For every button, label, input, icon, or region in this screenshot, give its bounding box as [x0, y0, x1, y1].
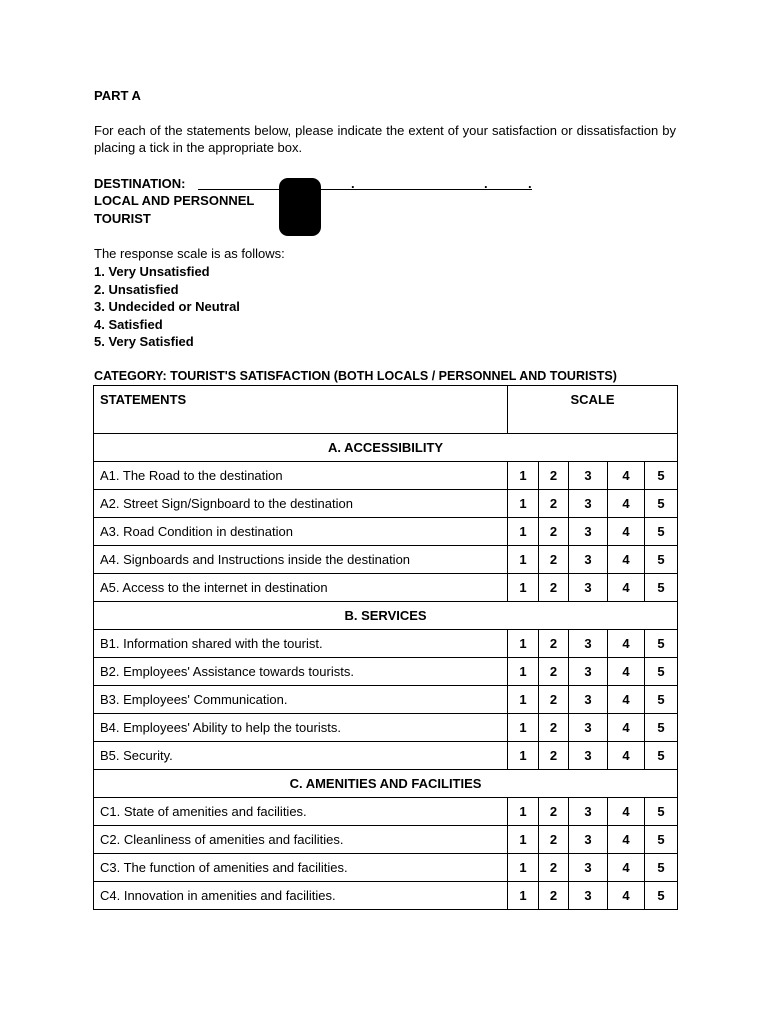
- scale-option-cell[interactable]: 2: [539, 882, 569, 910]
- scale-item: 5. Very Satisfied: [94, 334, 194, 349]
- scale-item: 2. Unsatisfied: [94, 281, 179, 297]
- destination-blank[interactable]: [198, 189, 532, 190]
- scale-option-cell[interactable]: 3: [569, 854, 608, 882]
- statement-cell: A1. The Road to the destination: [94, 462, 508, 490]
- table-row: [94, 742, 678, 770]
- scale-item: 1. Very Unsatisfied: [94, 264, 210, 279]
- scale-option-cell[interactable]: 2: [539, 574, 569, 602]
- scale-option-cell[interactable]: 3: [569, 490, 608, 518]
- scale-option-cell[interactable]: 5: [645, 462, 678, 490]
- scale-option-cell[interactable]: 5: [645, 686, 678, 714]
- intro-text: For each of the statements below, please indicate the extent of your satisfaction or dissatisfaction by placing a tick in the appropriate box.: [94, 123, 676, 155]
- redaction-box: [279, 178, 321, 236]
- scale-option-cell[interactable]: 3: [569, 686, 608, 714]
- part-title: PART A: [94, 88, 141, 103]
- scale-option-cell[interactable]: 3: [569, 462, 608, 490]
- scale-option-cell[interactable]: 3: [569, 630, 608, 658]
- scale-option-cell[interactable]: 4: [608, 714, 645, 742]
- scale-option-cell[interactable]: 5: [645, 518, 678, 546]
- scale-option-cell[interactable]: 2: [539, 714, 569, 742]
- scale-option-cell[interactable]: 2: [539, 798, 569, 826]
- scale-option-cell[interactable]: 5: [645, 574, 678, 602]
- scale-option-cell[interactable]: 1: [508, 490, 539, 518]
- table-row: [94, 490, 678, 518]
- statements-header: STATEMENTS: [94, 386, 508, 434]
- scale-option-cell[interactable]: 1: [508, 518, 539, 546]
- scale-option-cell[interactable]: 4: [608, 742, 645, 770]
- statement-cell: C1. State of amenities and facilities.: [94, 798, 508, 826]
- scale-option-cell[interactable]: 1: [508, 574, 539, 602]
- destination-dot: .: [528, 176, 532, 191]
- scale-option-cell[interactable]: 3: [569, 658, 608, 686]
- scale-option-cell[interactable]: 2: [539, 854, 569, 882]
- section-title: B. SERVICES: [94, 602, 678, 630]
- scale-option-cell[interactable]: 5: [645, 798, 678, 826]
- table-row: [94, 518, 678, 546]
- scale-option-cell[interactable]: 3: [569, 826, 608, 854]
- scale-option-cell[interactable]: 2: [539, 546, 569, 574]
- scale-option-cell[interactable]: 2: [539, 630, 569, 658]
- scale-option-cell[interactable]: 5: [645, 854, 678, 882]
- statement-cell: C2. Cleanliness of amenities and facilities.: [94, 826, 508, 854]
- table-row: [94, 630, 678, 658]
- category-line: [94, 369, 617, 383]
- table-row: [94, 574, 678, 602]
- destination-dot: .: [351, 176, 355, 191]
- scale-list: [94, 263, 240, 351]
- table-row: [94, 546, 678, 574]
- scale-option-cell[interactable]: 1: [508, 462, 539, 490]
- scale-option-cell[interactable]: 4: [608, 798, 645, 826]
- scale-intro: The response scale is as follows:: [94, 246, 285, 261]
- scale-option-cell[interactable]: 4: [608, 574, 645, 602]
- statement-cell: B5. Security.: [94, 742, 508, 770]
- scale-option-cell[interactable]: 1: [508, 854, 539, 882]
- section-title: C. AMENITIES AND FACILITIES: [94, 770, 678, 798]
- scale-option-cell[interactable]: 1: [508, 798, 539, 826]
- table-row: [94, 798, 678, 826]
- section-title: A. ACCESSIBILITY: [94, 434, 678, 462]
- statement-cell: B3. Employees' Communication.: [94, 686, 508, 714]
- destination-row: [94, 175, 564, 192]
- local-personnel-label: LOCAL AND PERSONNEL: [94, 193, 255, 208]
- scale-option-cell[interactable]: 2: [539, 490, 569, 518]
- statement-cell: A3. Road Condition in destination: [94, 518, 508, 546]
- section-row: [94, 770, 678, 798]
- table-header-row: [94, 386, 678, 434]
- scale-option-cell[interactable]: 5: [645, 546, 678, 574]
- scale-option-cell[interactable]: 4: [608, 462, 645, 490]
- scale-option-cell[interactable]: 5: [645, 630, 678, 658]
- scale-option-cell[interactable]: 2: [539, 462, 569, 490]
- scale-option-cell[interactable]: 1: [508, 714, 539, 742]
- tourist-label: TOURIST: [94, 211, 151, 226]
- scale-option-cell[interactable]: 3: [569, 742, 608, 770]
- statement-cell: B4. Employees' Ability to help the tourists.: [94, 714, 508, 742]
- scale-option-cell[interactable]: 4: [608, 882, 645, 910]
- statement-cell: C4. Innovation in amenities and facilities.: [94, 882, 508, 910]
- scale-option-cell[interactable]: 3: [569, 546, 608, 574]
- scale-option-cell[interactable]: 5: [645, 714, 678, 742]
- scale-option-cell[interactable]: 1: [508, 630, 539, 658]
- scale-option-cell[interactable]: 3: [569, 714, 608, 742]
- scale-item: 4. Satisfied: [94, 316, 163, 332]
- scale-option-cell[interactable]: 3: [569, 574, 608, 602]
- scale-option-cell[interactable]: 4: [608, 686, 645, 714]
- scale-option-cell[interactable]: 1: [508, 546, 539, 574]
- table-row: [94, 658, 678, 686]
- section-row: [94, 602, 678, 630]
- scale-option-cell[interactable]: 4: [608, 490, 645, 518]
- scale-option-cell[interactable]: 2: [539, 826, 569, 854]
- destination-label: DESTINATION:: [94, 176, 186, 191]
- scale-option-cell[interactable]: 4: [608, 518, 645, 546]
- category-label: CATEGORY:: [94, 369, 167, 383]
- statement-cell: B2. Employees' Assistance towards tourists.: [94, 658, 508, 686]
- table-row: [94, 714, 678, 742]
- category-value: TOURIST'S SATISFACTION (BOTH LOCALS / PERSONNEL AND TOURISTS): [170, 369, 617, 383]
- destination-dot: .: [484, 176, 488, 191]
- scale-option-cell[interactable]: 2: [539, 518, 569, 546]
- scale-option-cell[interactable]: 4: [608, 546, 645, 574]
- scale-option-cell[interactable]: 1: [508, 826, 539, 854]
- table-row: [94, 826, 678, 854]
- scale-option-cell[interactable]: 2: [539, 742, 569, 770]
- scale-option-cell[interactable]: 2: [539, 686, 569, 714]
- scale-option-cell[interactable]: 3: [569, 882, 608, 910]
- statement-cell: A2. Street Sign/Signboard to the destination: [94, 490, 508, 518]
- scale-option-cell[interactable]: 2: [539, 658, 569, 686]
- satisfaction-table: [93, 385, 678, 910]
- scale-item: 3. Undecided or Neutral: [94, 299, 240, 314]
- statement-cell: C3. The function of amenities and facilities.: [94, 854, 508, 882]
- scale-option-cell[interactable]: 3: [569, 798, 608, 826]
- scale-option-cell[interactable]: 1: [508, 742, 539, 770]
- table-row: [94, 854, 678, 882]
- scale-option-cell[interactable]: 1: [508, 882, 539, 910]
- statement-cell: A5. Access to the internet in destination: [94, 574, 508, 602]
- scale-option-cell[interactable]: 4: [608, 630, 645, 658]
- scale-option-cell[interactable]: 3: [569, 518, 608, 546]
- scale-option-cell[interactable]: 1: [508, 686, 539, 714]
- table-row: [94, 462, 678, 490]
- scale-option-cell[interactable]: 5: [645, 742, 678, 770]
- scale-option-cell[interactable]: 5: [645, 490, 678, 518]
- statement-cell: B1. Information shared with the tourist.: [94, 630, 508, 658]
- table-row: [94, 882, 678, 910]
- scale-option-cell[interactable]: 5: [645, 826, 678, 854]
- scale-option-cell[interactable]: 5: [645, 882, 678, 910]
- scale-option-cell[interactable]: 1: [508, 658, 539, 686]
- scale-option-cell[interactable]: 4: [608, 854, 645, 882]
- scale-option-cell[interactable]: 4: [608, 658, 645, 686]
- statement-cell: A4. Signboards and Instructions inside the destination: [94, 546, 508, 574]
- scale-header: SCALE: [508, 386, 678, 434]
- scale-option-cell[interactable]: 5: [645, 658, 678, 686]
- scale-option-cell[interactable]: 4: [608, 826, 645, 854]
- section-row: [94, 434, 678, 462]
- table-row: [94, 686, 678, 714]
